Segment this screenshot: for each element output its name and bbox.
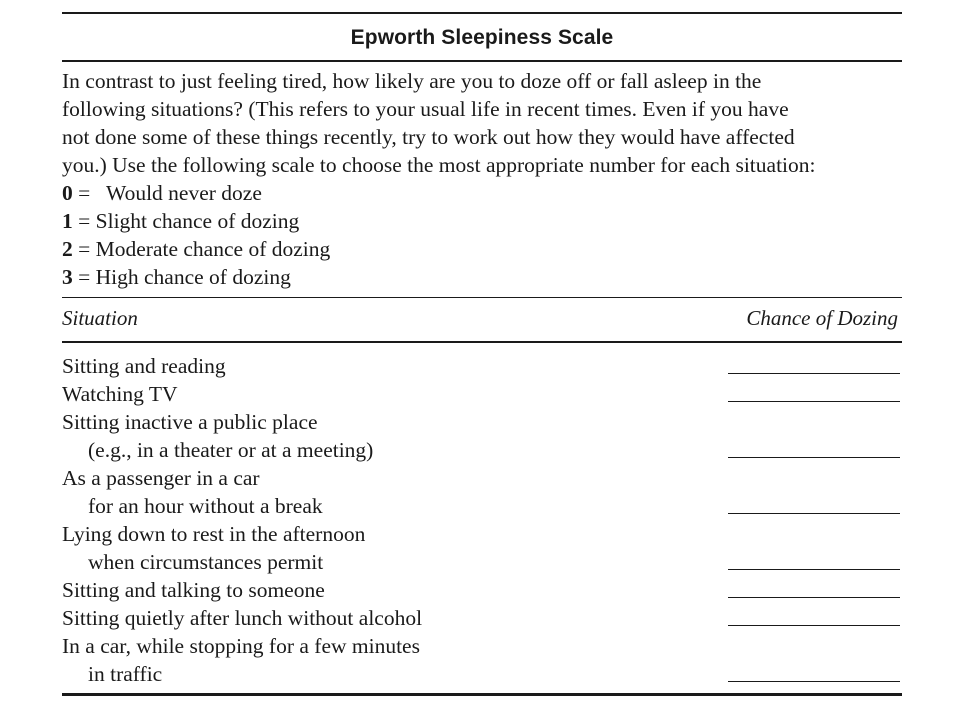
scale-row: [62, 235, 902, 263]
situation-row: [62, 632, 902, 688]
instructions-line: In contrast to just feeling tired, how likely are you to doze off or fall asleep in the: [62, 69, 762, 93]
situation-text: Sitting and reading: [62, 354, 226, 378]
situation-row: [62, 520, 902, 576]
situation-row: [62, 464, 902, 520]
title-rule: [62, 60, 902, 62]
situation-text-continued: (e.g., in a theater or at a meeting): [88, 438, 374, 462]
answer-blank[interactable]: [728, 681, 900, 682]
scale-equals: =: [72, 237, 96, 261]
situation-text-continued: when circumstances permit: [88, 550, 324, 574]
scale-equals: =: [72, 209, 96, 233]
scale-rule: [62, 297, 902, 298]
instructions-line: following situations? (This refers to your usual life in recent times. Even if you have: [62, 97, 789, 121]
situation-text: Watching TV: [62, 382, 178, 406]
scale-equals: =: [72, 265, 96, 289]
scale-row: [62, 207, 902, 235]
answer-blank[interactable]: [728, 513, 900, 514]
instructions: [62, 67, 902, 179]
situation-row: [62, 576, 902, 604]
scale-description: Slight chance of dozing: [95, 209, 300, 233]
situation-row: [62, 408, 902, 464]
scale-equals: =: [72, 181, 96, 205]
situation-text-continued: in traffic: [88, 662, 163, 686]
document-page: [62, 0, 902, 720]
scale-number: 2: [62, 237, 73, 261]
answer-blank[interactable]: [728, 373, 900, 374]
situation-text: In a car, while stopping for a few minutes: [62, 634, 420, 658]
situation-list: [62, 352, 902, 688]
bottom-rule: [62, 693, 902, 696]
situation-column-header: Situation: [62, 306, 138, 330]
situation-text: Sitting and talking to someone: [62, 578, 325, 602]
answer-blank[interactable]: [728, 569, 900, 570]
answer-blank[interactable]: [728, 597, 900, 598]
answer-blank[interactable]: [728, 625, 900, 626]
top-rule: [62, 12, 902, 14]
situation-text: Lying down to rest in the afternoon: [62, 522, 366, 546]
situation-row: [62, 604, 902, 632]
scale-number: 3: [62, 265, 73, 289]
scale-description: Moderate chance of dozing: [95, 237, 331, 261]
scale-number: 0: [62, 181, 73, 205]
scale-row: [62, 263, 902, 291]
situation-row: [62, 380, 902, 408]
header-rule: [62, 341, 902, 343]
instructions-line: you.) Use the following scale to choose the most appropriate number for each situation:: [62, 153, 816, 177]
scale-number: 1: [62, 209, 73, 233]
chance-column-header: Chance of Dozing: [746, 306, 898, 330]
scale-legend: [62, 179, 902, 291]
situation-text-continued: for an hour without a break: [88, 494, 323, 518]
document-title: Epworth Sleepiness Scale: [350, 26, 614, 49]
situation-text: Sitting quietly after lunch without alcohol: [62, 606, 423, 630]
answer-blank[interactable]: [728, 457, 900, 458]
scale-description: High chance of dozing: [95, 265, 291, 289]
scale-description: Would never doze: [95, 181, 262, 205]
situation-row: [62, 352, 902, 380]
situation-text: Sitting inactive a public place: [62, 410, 318, 434]
instructions-line: not done some of these things recently, try to work out how they would have affected: [62, 125, 795, 149]
answer-blank[interactable]: [728, 401, 900, 402]
situation-text: As a passenger in a car: [62, 466, 260, 490]
scale-row: [62, 179, 902, 207]
